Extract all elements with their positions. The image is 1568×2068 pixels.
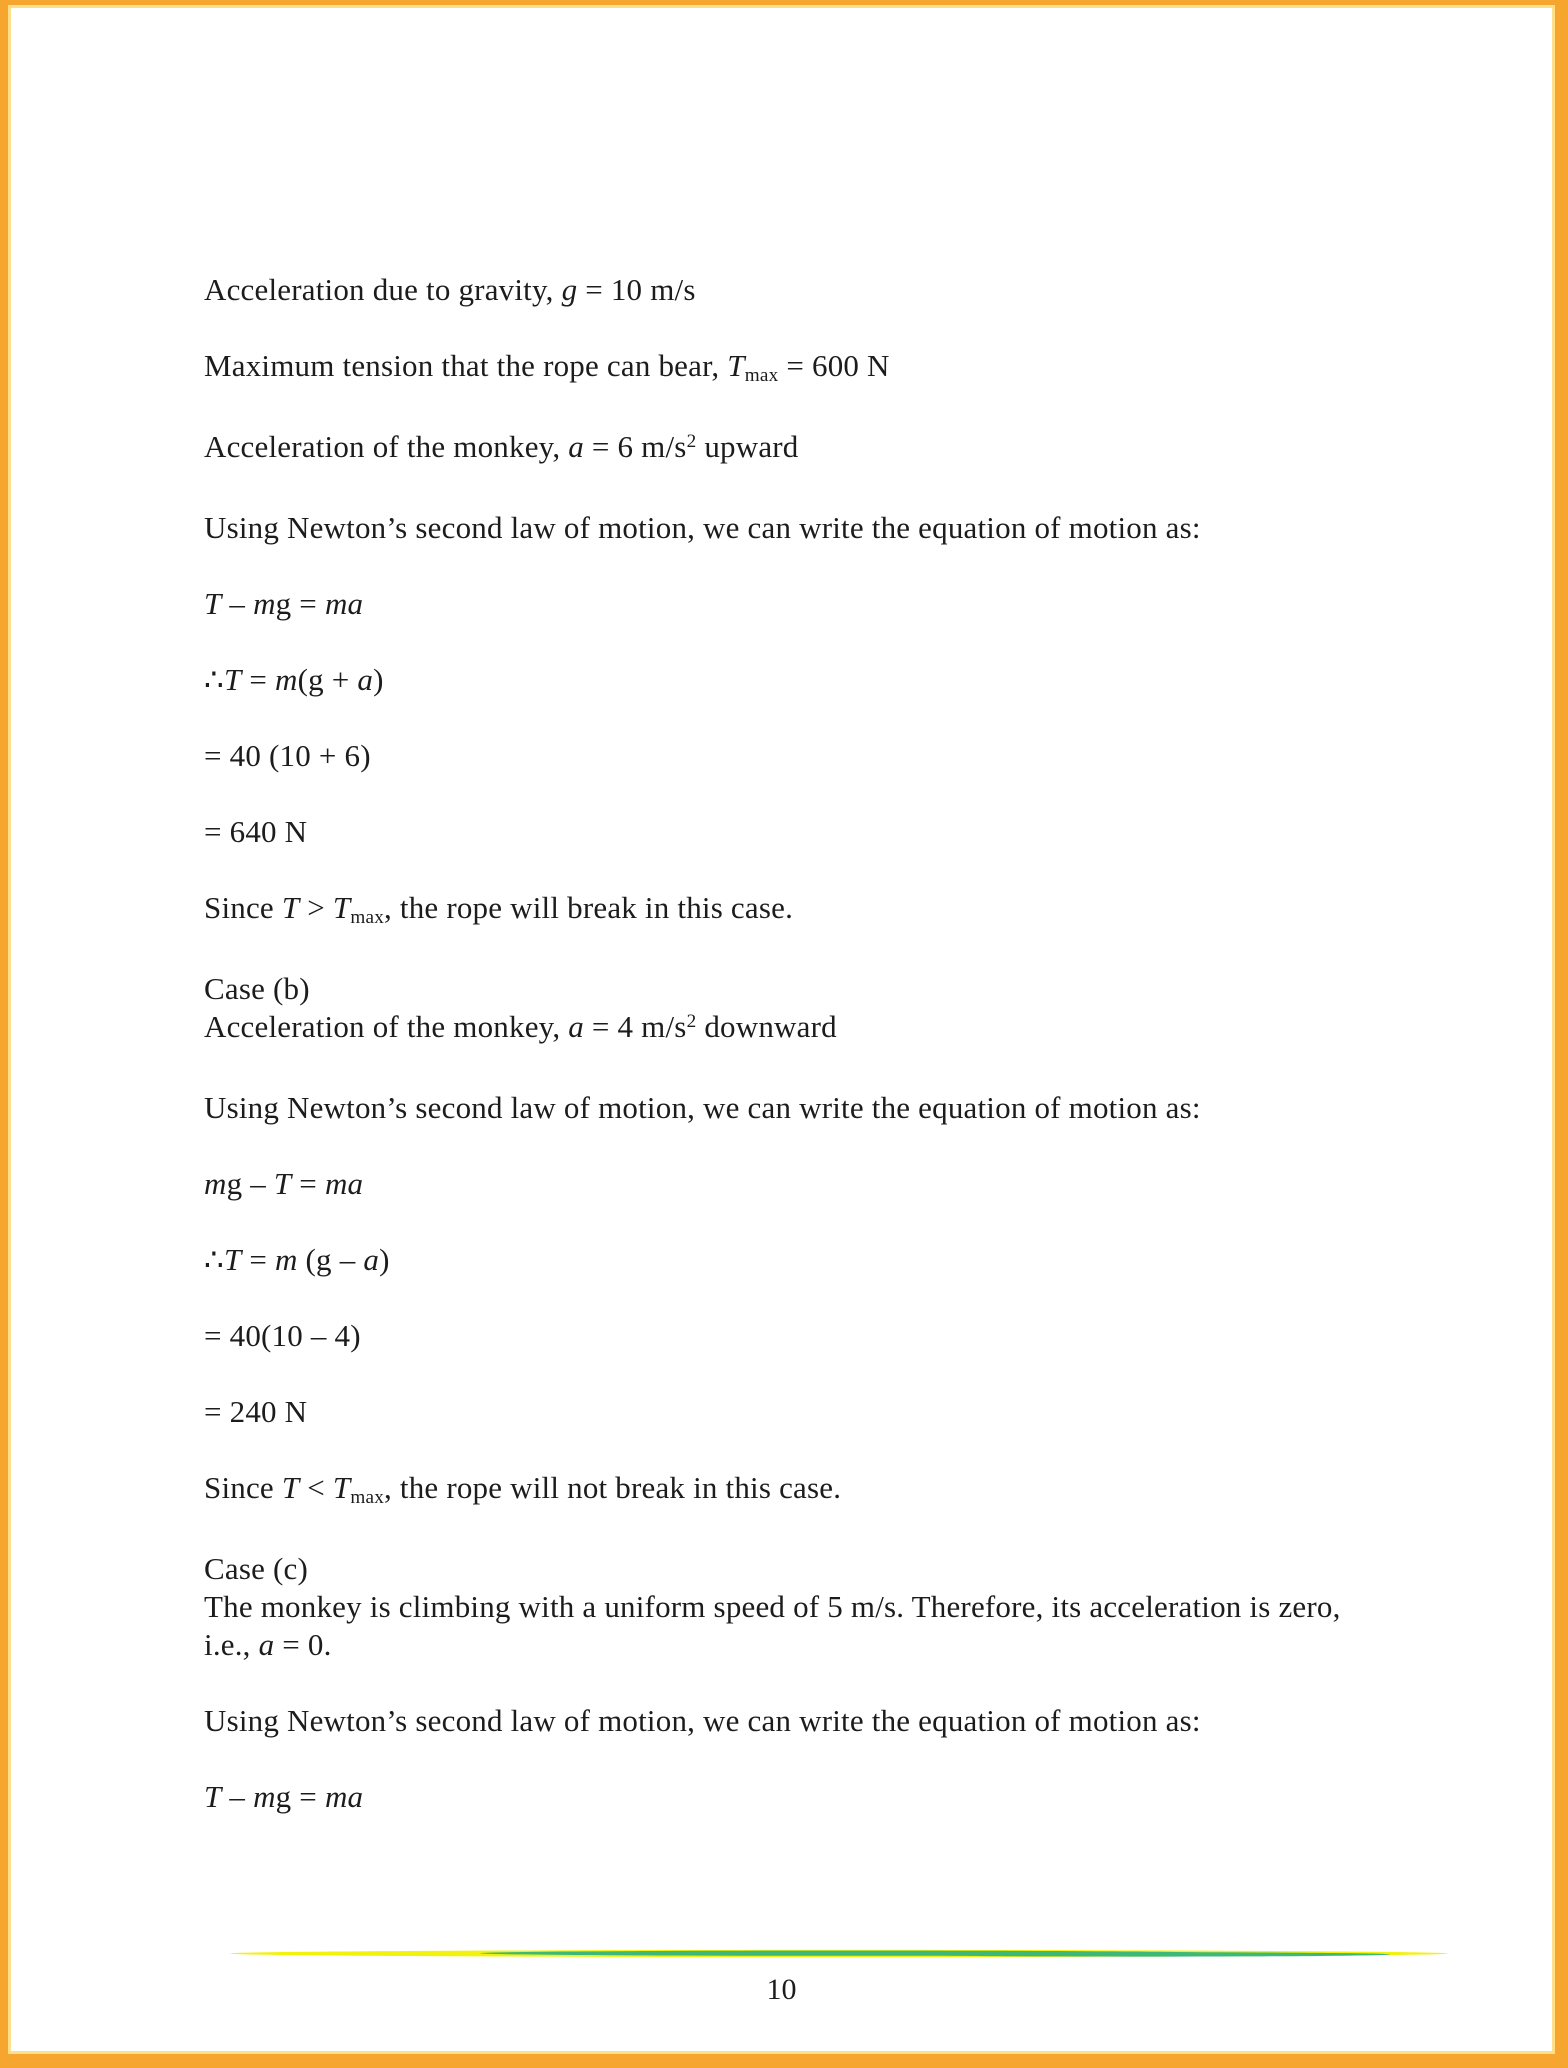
text-line [204, 428, 1419, 471]
text-segment: 2 [686, 431, 697, 453]
text-line [204, 1469, 1419, 1512]
text-segment: – [221, 1779, 254, 1814]
text-segment: ) [379, 1242, 390, 1277]
math-symbol: T [727, 348, 745, 383]
math-symbol: T [204, 586, 222, 621]
math-symbol: a [363, 1242, 380, 1277]
paragraph [204, 661, 1419, 699]
text-segment: Since [204, 890, 282, 925]
text-segment: g – [226, 1166, 274, 1201]
text-segment: = 0. [274, 1627, 332, 1662]
text-line [204, 1550, 1419, 1588]
math-symbol: a [568, 429, 584, 464]
math-symbol: a [357, 662, 374, 697]
text-segment: 2 [686, 1011, 697, 1033]
paragraph [204, 889, 1419, 932]
math-symbol: T [223, 662, 242, 697]
text-segment: = [241, 662, 275, 697]
text-segment: > [299, 890, 333, 925]
text-segment: = [241, 1242, 275, 1277]
text-segment: Acceleration due to gravity, [204, 272, 562, 307]
math-symbol: g [561, 272, 578, 307]
text-line [204, 1626, 1419, 1664]
text-segment: Using Newton’s second law of motion, we can write the equation of motion as: [204, 510, 1201, 545]
text-segment: Case (b) [204, 971, 310, 1006]
text-segment: = 10 m/s [577, 272, 696, 307]
paragraph [204, 428, 1419, 471]
text-segment: downward [696, 1009, 837, 1044]
text-line [204, 1393, 1419, 1431]
paragraph [204, 1469, 1419, 1512]
math-symbol: ma [324, 1166, 364, 1201]
text-segment: ∴ [204, 662, 224, 697]
paragraph [204, 1317, 1419, 1355]
text-segment: max [350, 1487, 384, 1509]
text-line [204, 889, 1419, 932]
text-line [204, 737, 1419, 775]
text-segment: = 40 (10 + 6) [204, 738, 371, 773]
paragraph [204, 1241, 1419, 1279]
math-symbol: m [274, 1242, 298, 1277]
text-line [204, 813, 1419, 851]
text-segment: g = [275, 1779, 325, 1814]
text-line [204, 271, 1419, 309]
paragraph [204, 585, 1419, 623]
math-symbol: T [332, 890, 351, 925]
math-symbol: m [253, 586, 276, 621]
paragraph [204, 1393, 1419, 1431]
text-segment: upward [696, 429, 799, 464]
math-symbol: T [332, 1470, 351, 1505]
text-segment: max [744, 365, 779, 387]
paragraph [204, 737, 1419, 775]
text-segment: Case (c) [204, 1551, 309, 1586]
text-segment: = 600 N [778, 348, 890, 383]
paragraph [204, 271, 1419, 309]
text-segment: Using Newton’s second law of motion, we can write the equation of motion as: [204, 1090, 1201, 1125]
paragraph [204, 347, 1419, 390]
text-segment: = 40(10 – 4) [204, 1318, 361, 1353]
text-line [204, 1702, 1419, 1740]
text-segment: ∴ [204, 1242, 224, 1277]
text-segment: i.e., [204, 1627, 259, 1662]
text-line [204, 1241, 1419, 1279]
text-segment: g = [275, 586, 325, 621]
text-segment: – [221, 586, 254, 621]
paragraph [204, 970, 1419, 1051]
text-line [204, 347, 1419, 390]
text-line [204, 1165, 1419, 1203]
paragraph [204, 1550, 1419, 1664]
text-segment: Maximum tension that the rope can bear, [204, 348, 728, 383]
text-line [204, 1089, 1419, 1127]
text-line [204, 1008, 1419, 1051]
text-segment: The monkey is climbing with a uniform speed of 5 m/s. Therefore, its acceleration is zero, [204, 1589, 1341, 1624]
text-segment: Acceleration of the monkey, [204, 1009, 569, 1044]
page-number: 10 [766, 1973, 797, 2006]
text-segment: ) [373, 662, 384, 697]
text-segment: = 4 m/s [583, 1009, 687, 1044]
text-line [204, 585, 1419, 623]
paragraph [204, 1778, 1419, 1816]
text-segment: = [291, 1166, 325, 1201]
paragraph [204, 813, 1419, 851]
text-line [204, 509, 1419, 547]
text-segment: (g + [297, 662, 358, 697]
paragraph [204, 1702, 1419, 1740]
paragraph [204, 1089, 1419, 1127]
text-segment: = 240 N [204, 1394, 308, 1429]
math-symbol: a [258, 1627, 275, 1662]
math-symbol: T [281, 890, 300, 925]
text-segment: Acceleration of the monkey, [204, 429, 569, 464]
text-segment: = 640 N [204, 814, 308, 849]
text-line [204, 661, 1419, 699]
text-segment: , the rope will break in this case. [384, 890, 794, 925]
math-symbol: m [253, 1779, 276, 1814]
text-segment: max [350, 907, 384, 929]
text-line [204, 1588, 1419, 1626]
text-line [204, 1778, 1419, 1816]
text-segment: Since [204, 1470, 282, 1505]
math-symbol: m [274, 662, 298, 697]
math-symbol: T [273, 1166, 292, 1201]
math-symbol: T [281, 1470, 300, 1505]
text-segment: < [299, 1470, 333, 1505]
paragraph [204, 1165, 1419, 1203]
math-symbol: T [223, 1242, 242, 1277]
text-line [204, 970, 1419, 1008]
document-body [204, 271, 1419, 1854]
math-symbol: a [568, 1009, 584, 1044]
text-line [204, 1317, 1419, 1355]
text-segment: Using Newton’s second law of motion, we can write the equation of motion as: [204, 1703, 1201, 1738]
math-symbol: T [204, 1779, 222, 1814]
math-symbol: m [204, 1166, 227, 1201]
text-segment: = 6 m/s [583, 429, 687, 464]
paragraph [204, 509, 1419, 547]
text-segment: (g – [297, 1242, 364, 1277]
math-symbol: ma [324, 1779, 364, 1814]
math-symbol: ma [324, 586, 364, 621]
decorative-divider [230, 1948, 1448, 1960]
text-segment: , the rope will not break in this case. [384, 1470, 842, 1505]
